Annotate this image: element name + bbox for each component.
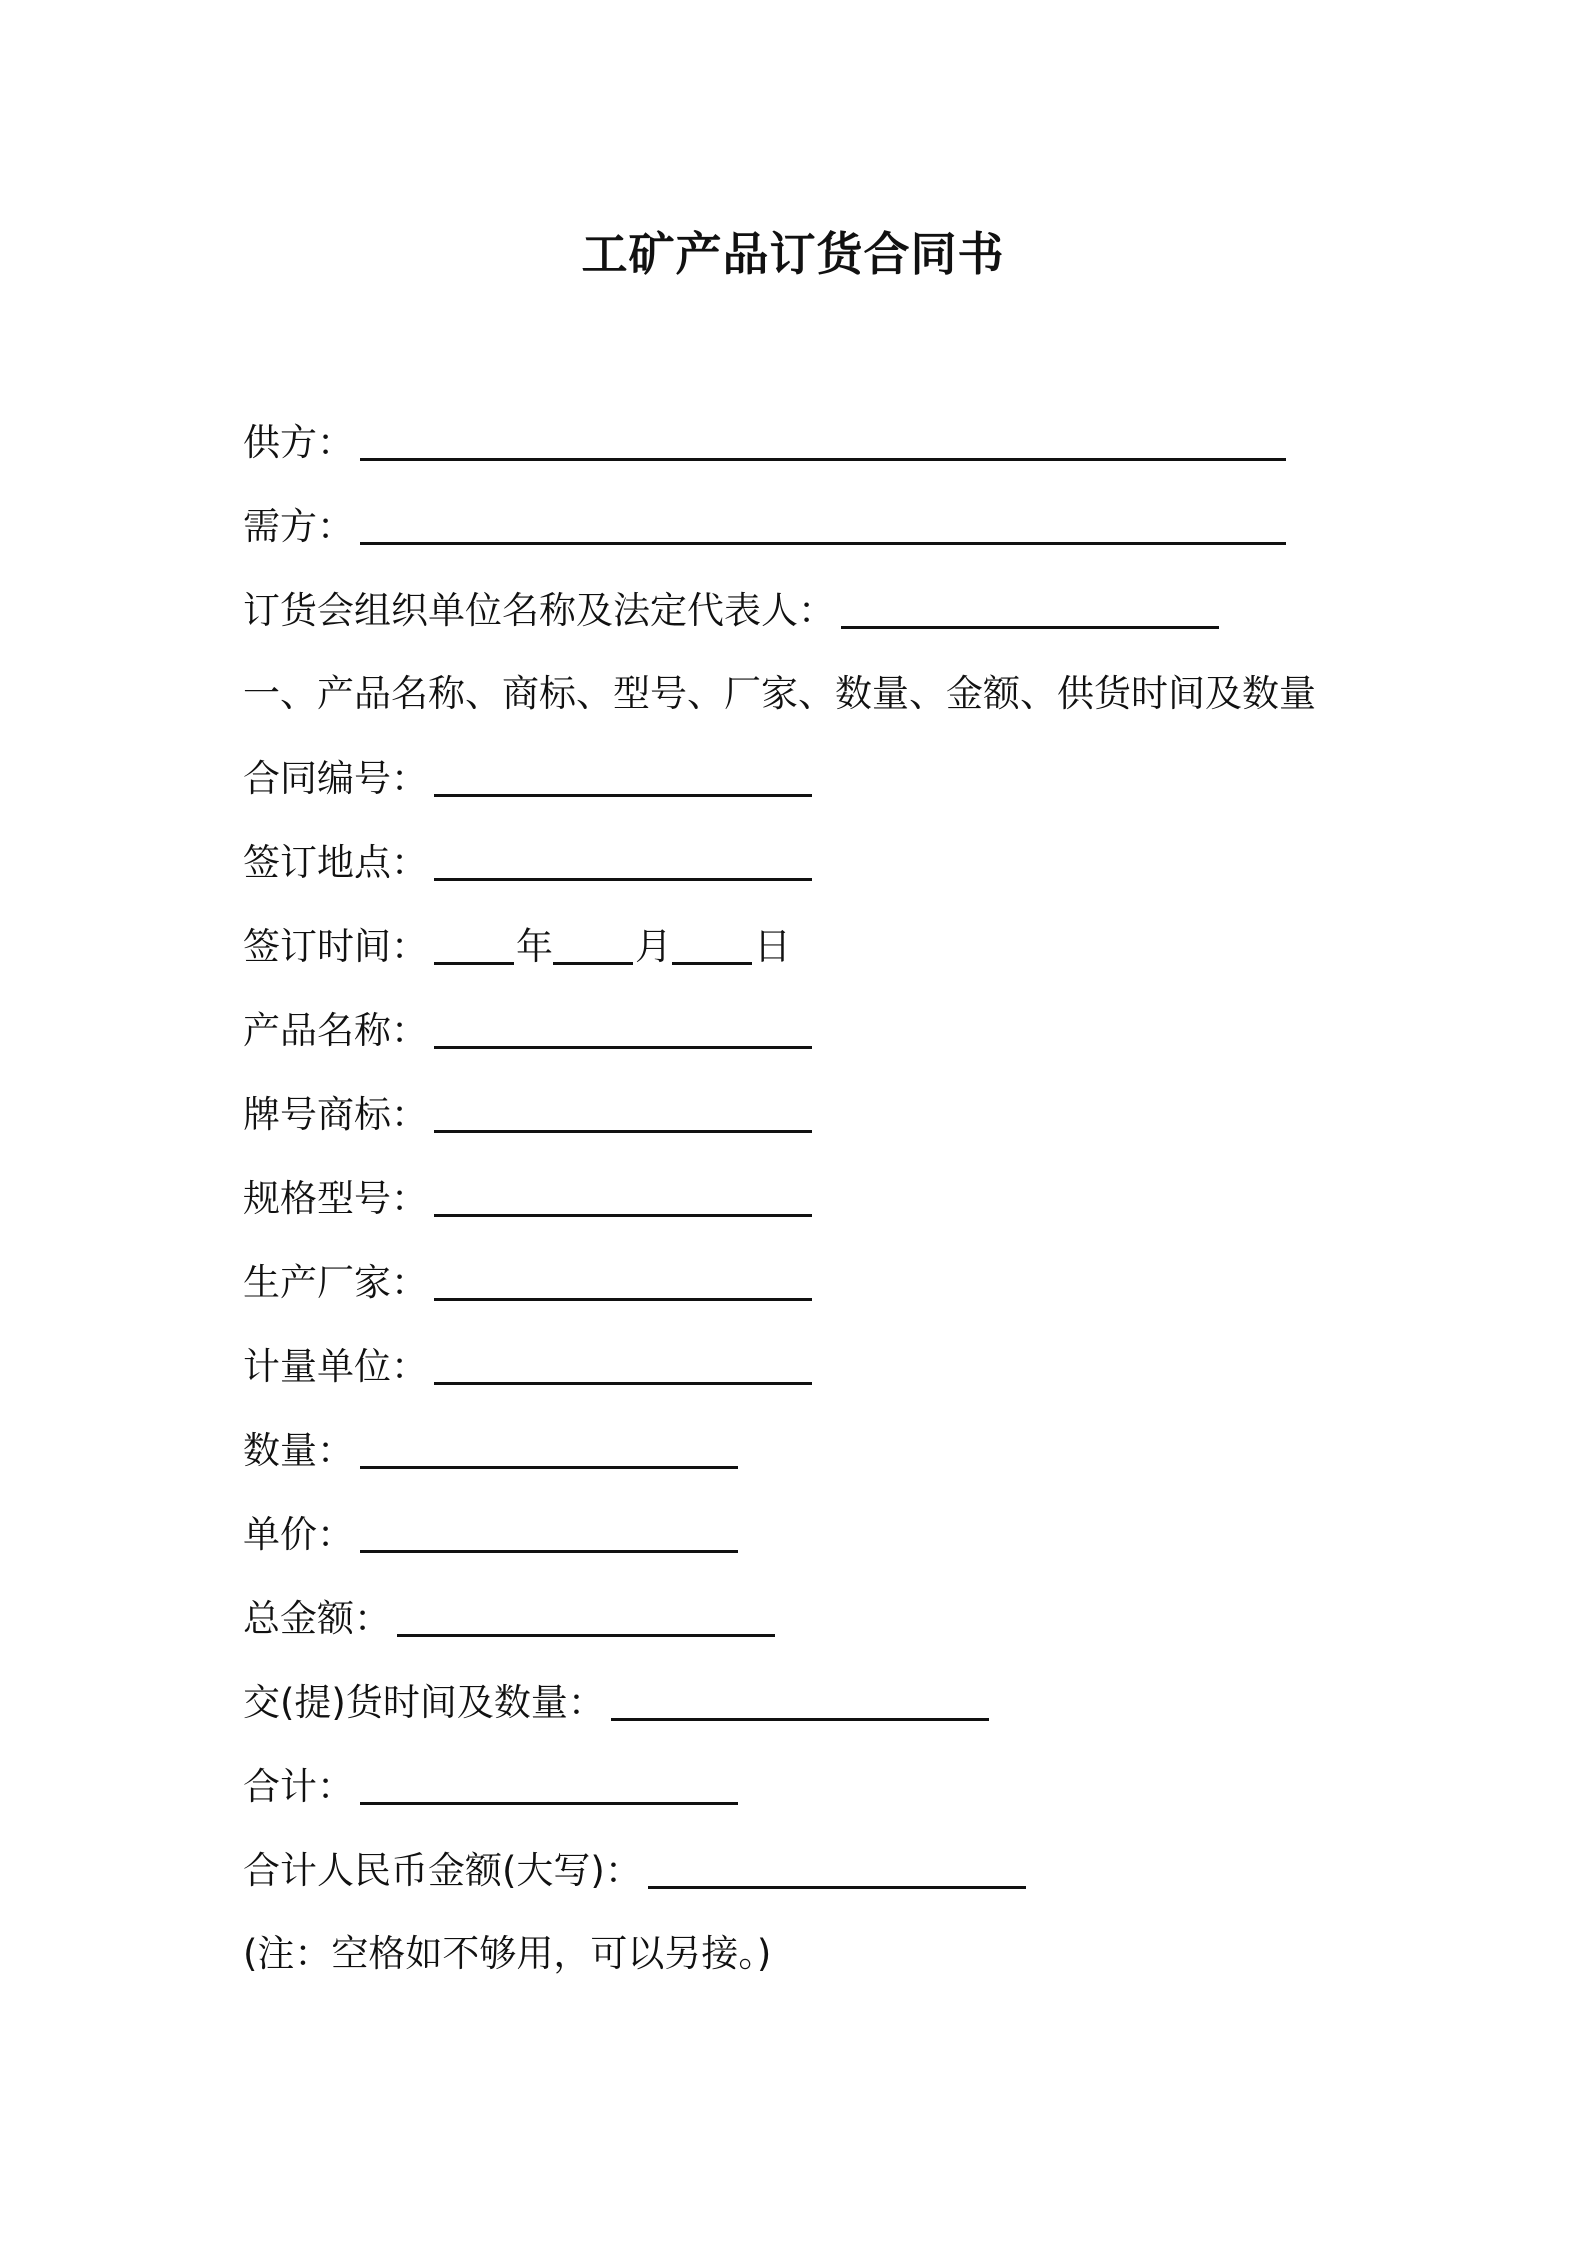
manufacturer-blank[interactable] [434,1258,812,1301]
product-name-row [243,1000,812,1060]
sign-place-row [243,832,812,892]
delivery-blank[interactable] [611,1678,989,1721]
quantity-row [243,1420,738,1480]
product-name-blank[interactable] [434,1006,812,1049]
manufacturer-row [243,1252,812,1312]
sum-rmb-label: 合计人民币金额(大写)： [243,1849,642,1892]
contract-no-label: 合同编号： [243,757,428,800]
spec-label: 规格型号： [243,1177,428,1220]
product-name-label: 产品名称： [243,1009,428,1052]
sum-row [243,1756,738,1816]
quantity-label: 数量： [243,1429,354,1472]
sign-place-blank[interactable] [434,838,812,881]
section1-heading-row [243,664,1316,724]
day-blank[interactable] [672,922,752,965]
organizer-blank[interactable] [841,586,1219,629]
note-text: (注：空格如不够用，可以另接。) [243,1932,772,1975]
unit-price-blank[interactable] [360,1510,738,1553]
brand-blank[interactable] [434,1090,812,1133]
total-amount-label: 总金额： [243,1597,391,1640]
section1-heading: 一、产品名称、商标、型号、厂家、数量、金额、供货时间及数量 [243,672,1316,715]
buyer-row [243,496,1286,556]
month-label: 月 [635,925,672,968]
spec-row [243,1168,812,1228]
year-label: 年 [516,925,553,968]
month-blank[interactable] [553,922,633,965]
sign-time-label: 签订时间： [243,925,428,968]
day-label: 日 [754,925,791,968]
brand-label: 牌号商标： [243,1093,428,1136]
sum-label: 合计： [243,1765,354,1808]
unit-blank[interactable] [434,1342,812,1385]
sum-rmb-blank[interactable] [648,1846,1026,1889]
sign-place-label: 签订地点： [243,841,428,884]
delivery-label: 交(提)货时间及数量： [243,1681,605,1724]
unit-price-label: 单价： [243,1513,354,1556]
total-amount-blank[interactable] [397,1594,775,1637]
organizer-row [243,580,1219,640]
supplier-row [243,412,1286,472]
sum-blank[interactable] [360,1762,738,1805]
document-title: 工矿产品订货合同书 [581,227,1005,281]
buyer-label: 需方： [243,505,354,548]
brand-row [243,1084,812,1144]
unit-label: 计量单位： [243,1345,428,1388]
organizer-label: 订货会组织单位名称及法定代表人： [243,589,835,632]
sum-rmb-row [243,1840,1026,1900]
note-row [243,1924,771,1984]
supplier-blank[interactable] [360,418,1286,461]
total-amount-row [243,1588,775,1648]
quantity-blank[interactable] [360,1426,738,1469]
year-blank[interactable] [434,922,514,965]
delivery-row [243,1672,989,1732]
supplier-label: 供方： [243,421,354,464]
unit-price-row [243,1504,738,1564]
contract-no-blank[interactable] [434,754,812,797]
contract-no-row [243,748,812,808]
manufacturer-label: 生产厂家： [243,1261,428,1304]
spec-blank[interactable] [434,1174,812,1217]
sign-time-row [243,916,791,976]
unit-row [243,1336,812,1396]
buyer-blank[interactable] [360,502,1286,545]
